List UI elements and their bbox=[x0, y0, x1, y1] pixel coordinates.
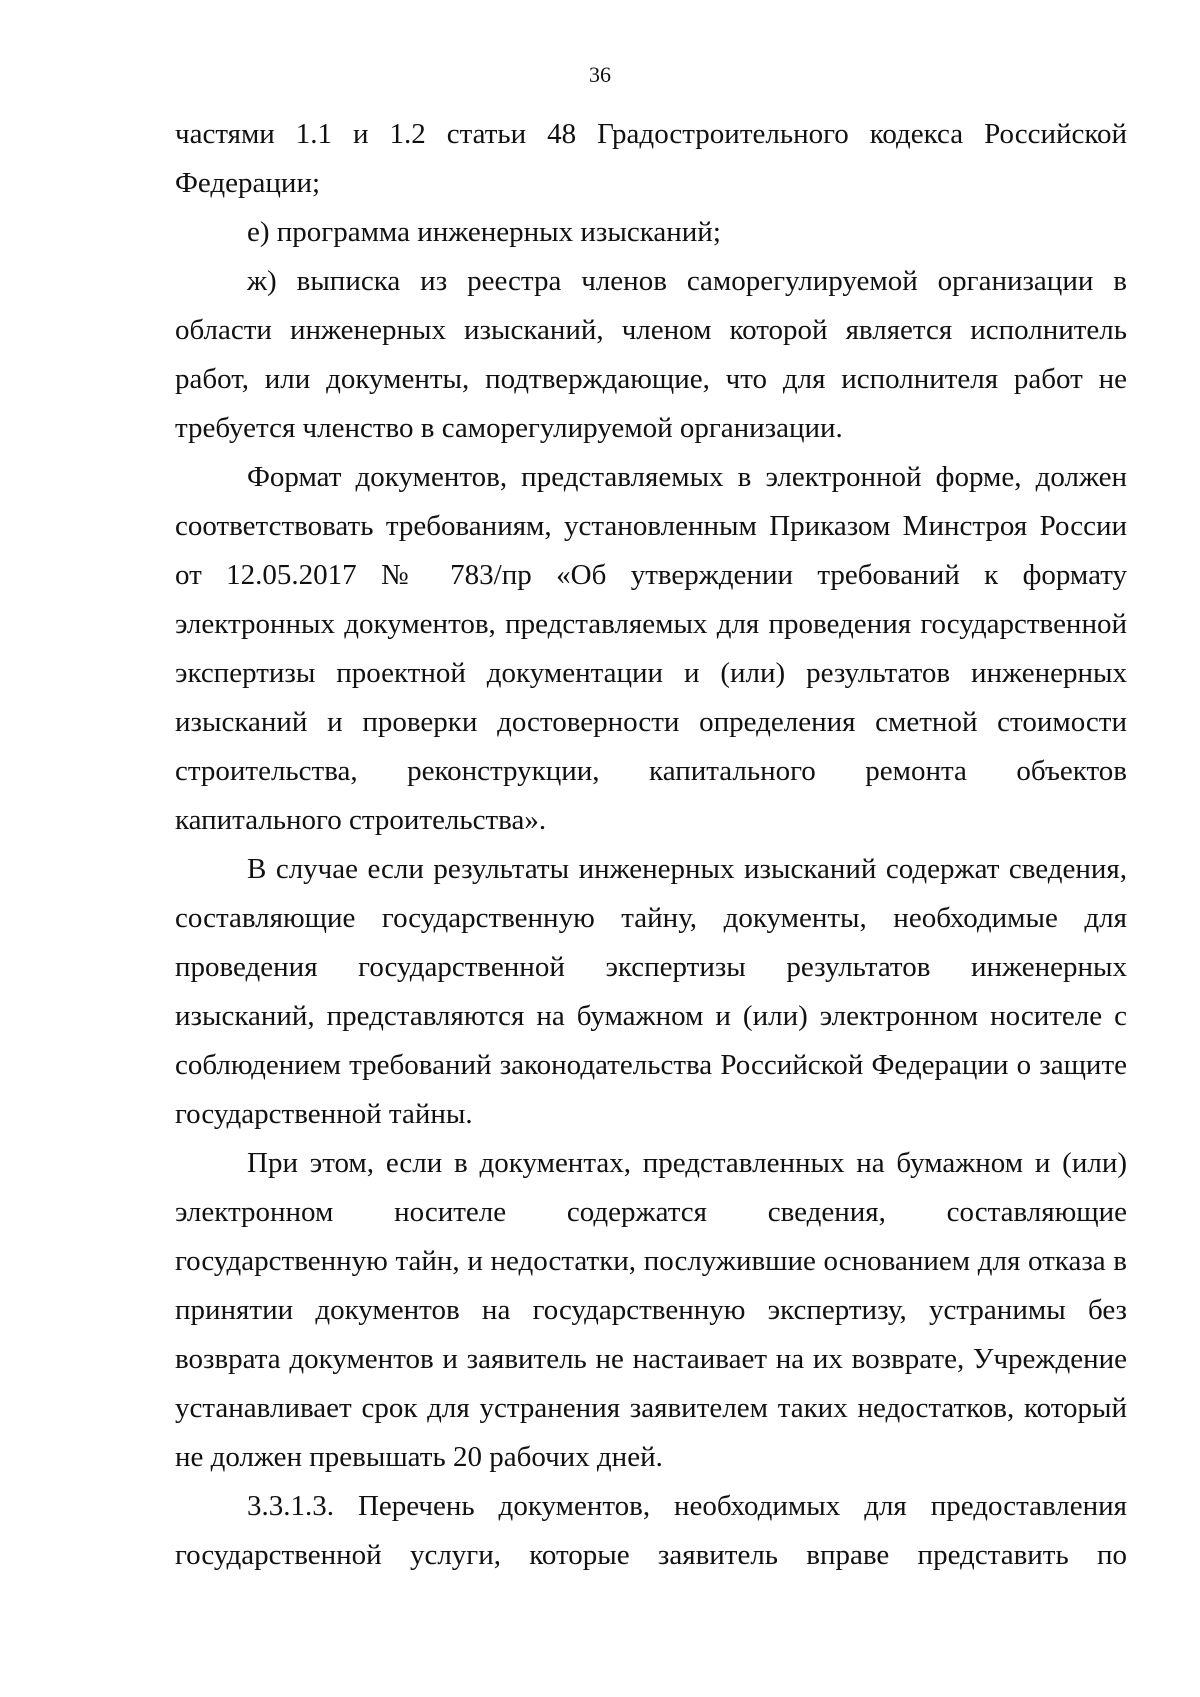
paragraph-item-zh: ж) выписка из реестра членов саморегулируемой организации в области инженерных изысканий, членом которой является исполнитель работ, или документы, подтверждающие, что для исполнителя работ не требуется членство в саморегулируемой организации. bbox=[175, 265, 1127, 444]
paragraph-section-3-3-1-3: 3.3.1.3. Перечень документов, необходимых для предоставления государственной услуги, которые заявитель вправе представить по bbox=[175, 1490, 1127, 1571]
paragraph-deficiencies: При этом, если в документах, представленных на бумажном и (или) электронном носителе содержатся сведения, составляющие государственную тайн, и недостатки, послужившие основанием для отказа в принятии документов на государственную экспертизу, устранимы без возврата документов и заявитель не настаивает на их возврате, Учреждение устанавливает срок для устранения заявителем таких недостатков, который не должен превышать 20 рабочих дней. bbox=[175, 1147, 1127, 1473]
paragraph-state-secret: В случае если результаты инженерных изысканий содержат сведения, составляющие государственную тайну, документы, необходимые для проведения государственной экспертизы результатов инженерных изысканий, представляются на бумажном и (или) электронном носителе с соблюдением требований законодательства Российской Федерации о защите государственной тайны. bbox=[175, 853, 1127, 1130]
paragraph-continuation: частями 1.1 и 1.2 статьи 48 Градостроительного кодекса Российской Федерации; bbox=[175, 118, 1127, 199]
paragraph-document-format: Формат документов, представляемых в электронной форме, должен соответствовать требованиям, установленным Приказом Минстроя России от 12.05.2017 № 783/пр «Об утверждении требований к формату электронных документов, представляемых для проведения государственной экспертизы проектной документации и (или) результатов инженерных изысканий и проверки достоверности определения сметной стоимости строительства, реконструкции, капитального ремонта объектов капитального строительства». bbox=[175, 461, 1127, 836]
paragraph-item-e: е) программа инженерных изысканий; bbox=[247, 216, 721, 248]
page-number: 36 bbox=[589, 62, 611, 87]
document-body bbox=[175, 110, 1127, 1580]
